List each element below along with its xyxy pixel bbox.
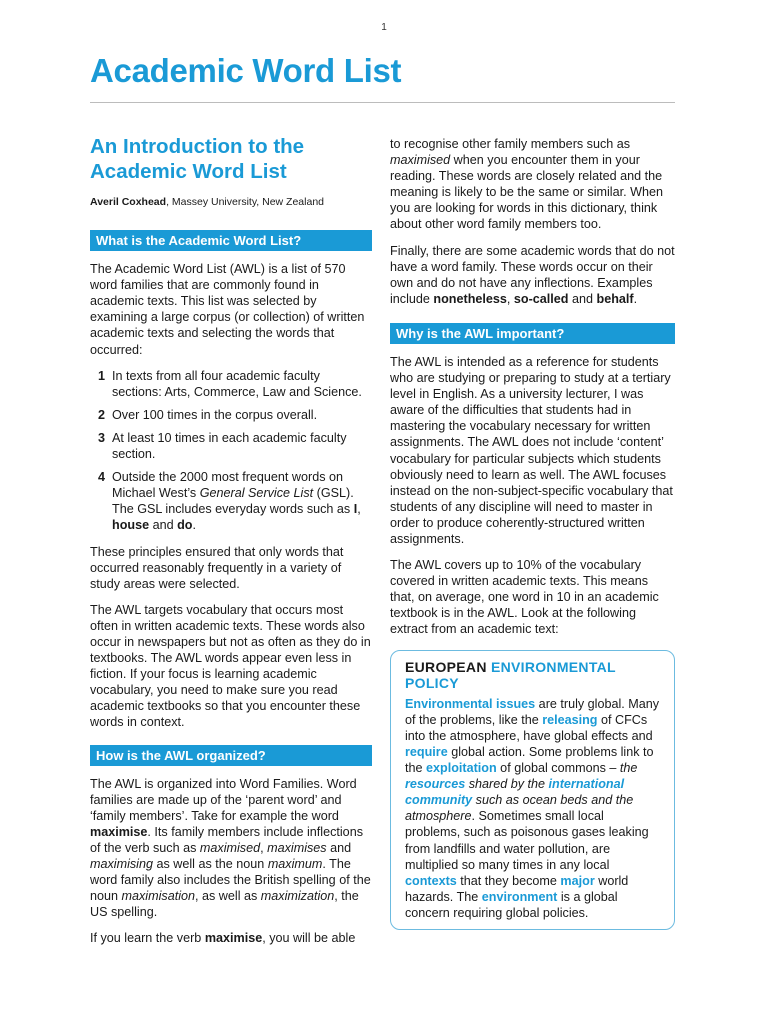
italic-word: maximised xyxy=(390,153,451,168)
awl-word: environment xyxy=(481,889,558,904)
text: . Sometimes small local problems, such as poisonous gases leaking from landfills and water pollution, are multiplied so many times in any local xyxy=(405,809,649,872)
italic-word: maximization xyxy=(260,889,335,904)
title-divider xyxy=(90,102,675,103)
text: Finally, there are some academic words that do not have a word family. These words occur on their own and do not have any inflections. Examples include xyxy=(390,243,675,306)
list-number: 1 xyxy=(98,368,106,383)
text: , you will be able xyxy=(262,931,356,946)
key-word: maximise xyxy=(204,931,263,946)
text: and xyxy=(568,291,597,306)
paragraph: The AWL is intended as a reference for students who are studying or preparing to study at a tertiary level in English. As a university lecturer, I was aware of the difficulties that students had in mastering the vocabulary necessary for written assignments. The AWL does not include ‘content’ vocabulary for particular subjects which students obviously need to learn as well. The AWL focuses instead on the non-subject-specific vocabulary that students of any discipline will need to master in order to produce coherently-structured written assignments. xyxy=(390,354,673,546)
text: are truly global. Many of the problems, like the xyxy=(405,696,660,727)
key-word: nonetheless xyxy=(433,291,507,306)
text: of CFCs into the atmosphere, have global effects and xyxy=(405,712,653,743)
list-text: In texts from all four academic faculty sections: Arts, Commerce, Law and Science. xyxy=(112,368,362,399)
text: If you learn the verb xyxy=(90,931,205,946)
list-text: Over 100 times in the corpus overall. xyxy=(112,407,318,422)
list-text: At least 10 times in each academic faculty section. xyxy=(112,430,347,462)
extract-title-accent: ENVIRONMENTAL POLICY xyxy=(405,658,616,691)
paragraph xyxy=(390,136,675,233)
text: to recognise other family members such as xyxy=(390,137,631,151)
extract-title xyxy=(405,659,662,691)
list-text-italic: General Service List xyxy=(199,486,314,501)
list-item xyxy=(90,469,372,533)
awl-word: resources xyxy=(405,777,466,792)
awl-word: Environmental issues xyxy=(405,696,536,711)
paragraph xyxy=(390,243,675,307)
text: , xyxy=(260,840,268,855)
intro-title: An Introduction to the Academic Word List xyxy=(90,135,305,183)
italic-word: maximises xyxy=(267,840,327,855)
text: , xyxy=(506,291,514,306)
list-number: 2 xyxy=(98,407,106,422)
list-text: and xyxy=(149,518,178,533)
text: is a global concern requiring global policies. xyxy=(405,889,618,920)
text: . The word family also includes the British spelling of the noun xyxy=(90,857,371,904)
paragraph: The AWL covers up to 10% of the vocabulary covered in written academic texts. This means that, on average, one word in 10 in an academic textbook is in the AWL. Look at the following extract from an academic text: xyxy=(390,558,659,637)
right-column xyxy=(390,136,675,930)
awl-word: exploitation xyxy=(426,761,497,776)
selection-principles-list xyxy=(90,368,372,534)
italic-text: such as ocean beds and the atmosphere xyxy=(405,793,634,824)
text: . xyxy=(633,291,638,306)
text: world hazards. The xyxy=(405,873,629,904)
text: . Its family members include inflections of the verb such as xyxy=(90,824,363,855)
list-text: Outside the 2000 most frequent words on Michael West’s xyxy=(112,470,344,501)
section-heading-what-is-awl: What is the Academic Word List? xyxy=(90,230,372,251)
list-item xyxy=(90,368,372,400)
author-affiliation: , Massey University, New Zealand xyxy=(166,196,325,208)
italic-word: maximisation xyxy=(121,889,195,904)
paragraph xyxy=(90,776,372,921)
paragraph: These principles ensured that only words that occurred reasonably frequently in a variety of study areas were selected. xyxy=(90,544,344,591)
text: when you encounter them in your reading. These words are closely related and the meaning is likely to be the same or similar. When you are looking for words in this dictionary, think about other word family members too. xyxy=(390,153,663,232)
text: , the US spelling. xyxy=(90,889,359,920)
extract-box xyxy=(390,650,675,931)
text: of global commons – xyxy=(496,761,620,776)
section-heading-why-important: Why is the AWL important? xyxy=(390,323,675,344)
text: global action. Some problems link to the xyxy=(405,745,654,776)
key-word: behalf xyxy=(596,291,634,306)
italic-word: maximum xyxy=(267,857,323,871)
italic-word: maximising xyxy=(90,857,153,871)
text: as well as the noun xyxy=(152,857,268,871)
list-item xyxy=(90,407,372,423)
list-text: , xyxy=(357,502,361,517)
text: The AWL is organized into Word Families. Word families are made up of the ‘parent word’ and ‘family members’. Take for example the word xyxy=(90,776,357,823)
extract-title-part: EUROPEAN xyxy=(405,658,491,675)
text: and xyxy=(326,840,352,855)
left-column xyxy=(90,134,372,956)
list-number: 3 xyxy=(98,430,106,445)
extract-text xyxy=(405,696,662,921)
example-word: I xyxy=(353,502,358,517)
awl-word: releasing xyxy=(542,712,598,727)
author-line xyxy=(90,194,372,210)
example-word: house xyxy=(112,518,150,533)
key-word: so-called xyxy=(513,291,569,306)
paragraph: The Academic Word List (AWL) is a list of 570 word families that are commonly found in academic texts. This list was selected by examining a large corpus (or collection) of written academic texts and selecting the words that occurred: xyxy=(90,262,365,357)
page-number: 1 xyxy=(381,22,387,33)
awl-word: require xyxy=(405,745,448,759)
list-text: . xyxy=(192,518,196,533)
list-item xyxy=(90,430,372,462)
italic-text: the xyxy=(619,761,638,776)
italic-word: maximised xyxy=(199,840,261,855)
section-heading-how-organized: How is the AWL organized? xyxy=(90,745,372,766)
list-number: 4 xyxy=(98,470,106,485)
italic-text: shared by the xyxy=(465,777,549,792)
text: that they become xyxy=(456,873,561,888)
paragraph: The AWL targets vocabulary that occurs most often in written academic texts. These words also occur in newspapers but not as often as they do in textbooks. The AWL words appear even less in fiction. If your focus is learning academic vocabulary, you need to make sure you read academic textbooks so that you encounter these words in context. xyxy=(90,602,371,730)
text: , as well as xyxy=(195,889,261,904)
paragraph xyxy=(90,930,372,946)
key-word: maximise xyxy=(90,824,148,839)
awl-word: major xyxy=(560,873,595,888)
author-name: Averil Coxhead xyxy=(90,196,167,208)
example-word: do xyxy=(177,518,193,533)
awl-word: contexts xyxy=(405,873,457,888)
page-title: Academic Word List xyxy=(90,52,402,89)
list-text: (GSL). The GSL includes everyday words such as xyxy=(112,486,354,517)
awl-word: international community xyxy=(405,777,625,808)
